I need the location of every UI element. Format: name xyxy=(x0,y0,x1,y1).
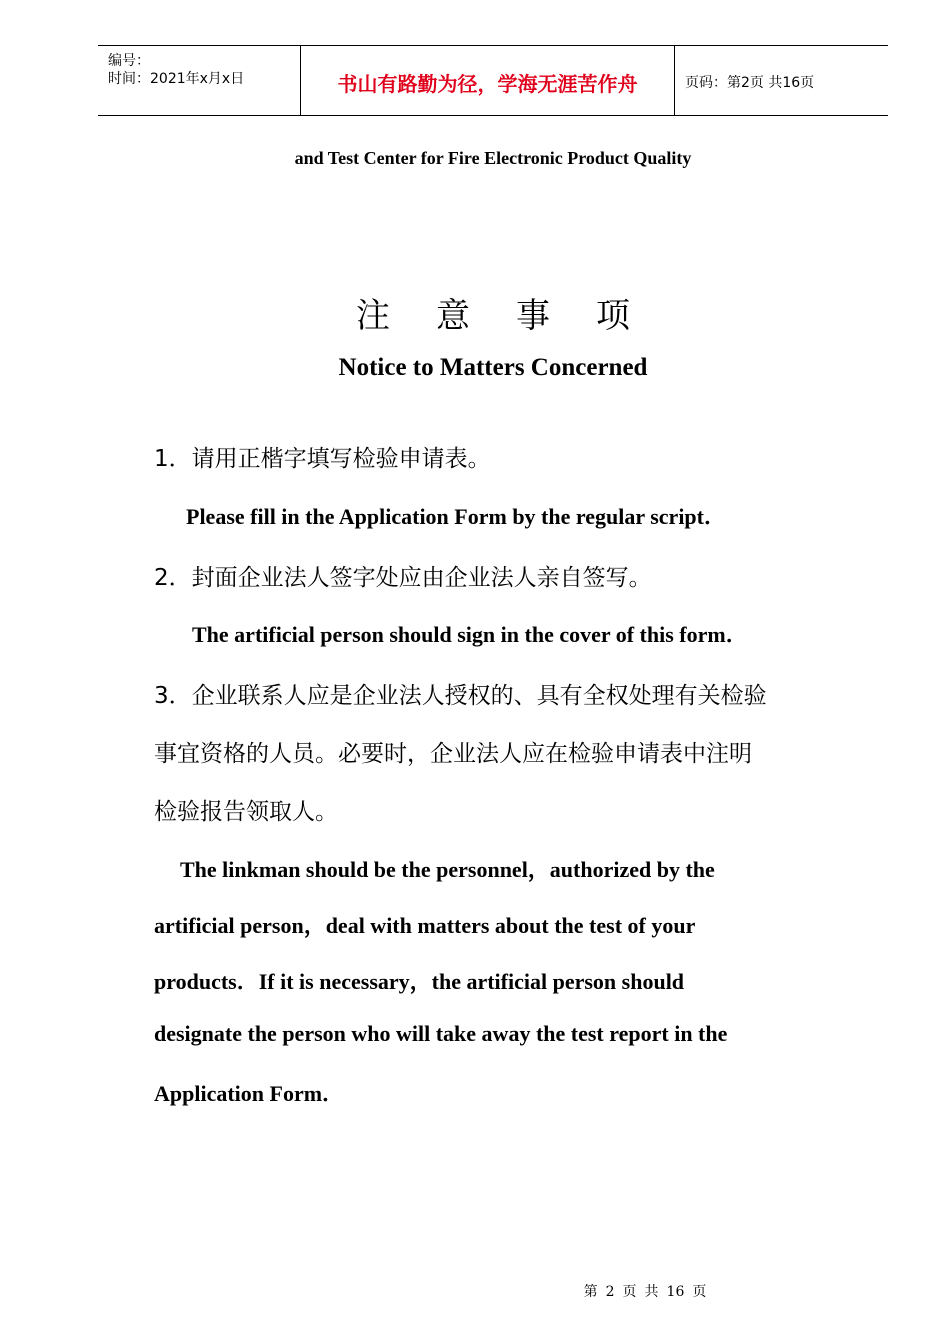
header-motto-cell xyxy=(301,46,675,115)
item-3-english-line-1: The linkman should be the personnel，authorized by the xyxy=(180,857,715,882)
header-motto: 书山有路勤为径，学海无涯苦作舟 xyxy=(337,72,638,96)
item-1-chinese: 1．请用正楷字填写检验申请表。 xyxy=(154,446,491,472)
page-title-english: Notice to Matters Concerned xyxy=(338,354,648,381)
footer-total-prefix: 共 xyxy=(644,1284,659,1300)
page-title-chinese: 注意事项 xyxy=(356,296,676,336)
footer-total-pages: 16 xyxy=(666,1284,685,1300)
center-subtitle: and Test Center for Fire Electronic Product Quality xyxy=(294,148,692,168)
footer-prefix: 第 xyxy=(583,1284,598,1300)
header-page-info: 页码：第2页 共16页 xyxy=(685,75,815,91)
item-3-chinese-line-1: 3．企业联系人应是企业法人授权的、具有全权处理有关检验 xyxy=(154,683,767,709)
serial-number-label: 编号： xyxy=(108,53,150,69)
page-footer xyxy=(0,1281,950,1301)
time-label: 时间：2021年x月x日 xyxy=(108,71,245,87)
header-page-cell xyxy=(675,46,888,115)
footer-total-unit: 页 xyxy=(692,1284,707,1300)
item-1-english: Please fill in the Application Form by the regular script． xyxy=(186,504,726,529)
item-3-english-line-4: designate the person who will take away the test report in the xyxy=(154,1021,728,1046)
header-meta-cell xyxy=(98,46,301,115)
footer-page-number: 2 xyxy=(605,1284,615,1300)
item-3-english-line-2: artificial person，deal with matters about the test of your xyxy=(154,913,696,938)
footer-page-unit: 页 xyxy=(622,1284,637,1300)
item-3-chinese-line-2: 事宜资格的人员。必要时，企业法人应在检验申请表中注明 xyxy=(154,741,752,767)
item-3-english-line-3: products．If it is necessary，the artificial person should xyxy=(154,969,685,994)
item-2-english: The artificial person should sign in the cover of this form． xyxy=(192,622,748,647)
header-table xyxy=(98,45,888,116)
item-3-chinese-line-3: 检验报告领取人。 xyxy=(154,799,338,825)
item-3-english-line-5: Application Form． xyxy=(154,1081,345,1106)
item-2-chinese: 2．封面企业法人签字处应由企业法人亲自签写。 xyxy=(154,565,652,591)
